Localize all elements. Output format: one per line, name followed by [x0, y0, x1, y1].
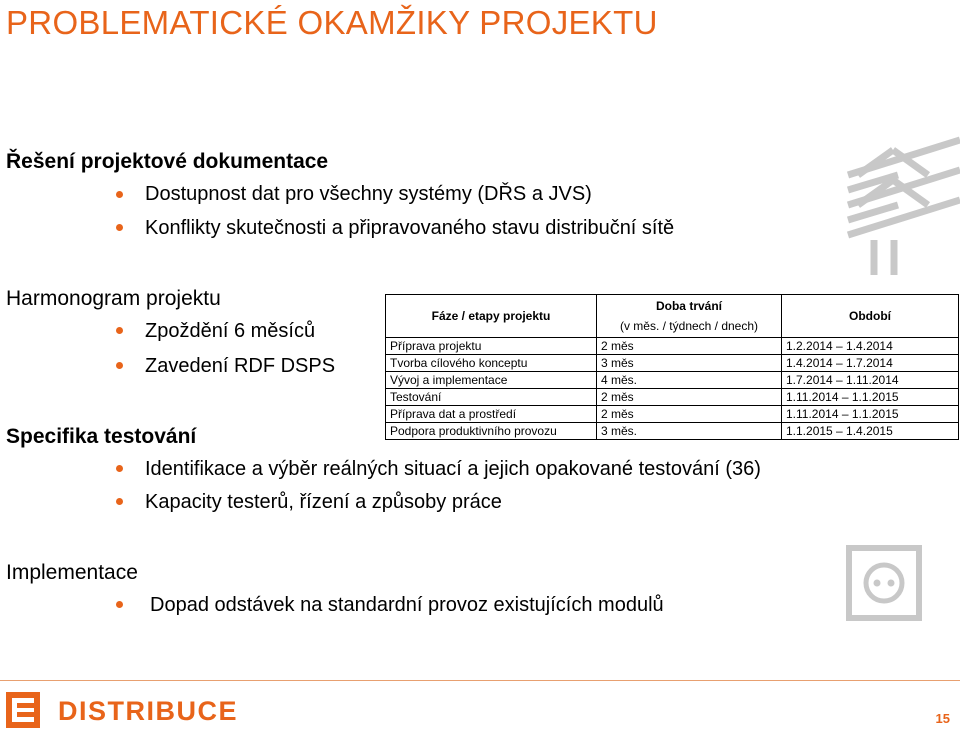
power-pylon-icon	[838, 130, 960, 280]
bullet-text: Dopad odstávek na standardní provoz existujících modulů	[150, 594, 664, 616]
bullet-dot	[116, 498, 123, 505]
header-phase: Fáze / etapy projektu	[386, 295, 597, 338]
cell-phase: Tvorba cílového konceptu	[386, 355, 597, 372]
cell-period: 1.2.2014 – 1.4.2014	[782, 338, 959, 355]
table-row	[386, 355, 959, 372]
cell-phase: Podpora produktivního provozu	[386, 423, 597, 440]
table-row	[386, 389, 959, 406]
footer-divider	[0, 680, 960, 681]
bullet-dot	[116, 362, 123, 369]
table-header-row	[386, 295, 959, 338]
bullet-text: Zavedení RDF DSPS	[145, 355, 336, 377]
cell-period: 1.7.2014 – 1.11.2014	[782, 372, 959, 389]
bullet-dot	[116, 465, 123, 472]
page-number: 15	[935, 711, 950, 726]
bullet-text: Zpoždění 6 měsíců	[145, 320, 316, 342]
header-duration	[597, 295, 782, 338]
header-duration-label: Doba trvání	[655, 299, 722, 313]
bullet-dot	[116, 224, 123, 231]
page-title: PROBLEMATICKÉ OKAMŽIKY PROJEKTU	[6, 4, 658, 41]
bullet-dot	[116, 191, 123, 198]
bullet-dot	[116, 327, 123, 334]
table-row	[386, 406, 959, 423]
table-row	[386, 423, 959, 440]
cell-duration: 4 měs.	[597, 372, 782, 389]
bullet-text: Identifikace a výběr reálných situací a jejich opakované testování (36)	[145, 458, 761, 480]
bullet-text: Konflikty skutečnosti a připravovaného stavu distribuční sítě	[145, 217, 675, 239]
table-row	[386, 372, 959, 389]
section-heading-implementace: Implementace	[6, 561, 138, 584]
cell-phase: Příprava dat a prostředí	[386, 406, 597, 423]
section-heading-harmonogram: Harmonogram projektu	[6, 287, 221, 310]
brand-name: DISTRIBUCE	[58, 696, 239, 726]
cell-period: 1.1.2015 – 1.4.2015	[782, 423, 959, 440]
bullet-text: Dostupnost dat pro všechny systémy (DŘS a JVS)	[145, 183, 592, 205]
cell-duration: 2 měs	[597, 389, 782, 406]
cell-phase: Vývoj a implementace	[386, 372, 597, 389]
table-row	[386, 338, 959, 355]
cell-phase: Příprava projektu	[386, 338, 597, 355]
header-duration-sub: (v měs. / týdnech / dnech)	[619, 319, 759, 333]
cez-logo-icon	[6, 692, 40, 728]
cell-duration: 2 měs	[597, 406, 782, 423]
cell-duration: 2 měs	[597, 338, 782, 355]
cell-duration: 3 měs.	[597, 423, 782, 440]
section-heading-reseni: Řešení projektové dokumentace	[6, 150, 329, 173]
bullet-dot	[116, 601, 123, 608]
header-period: Období	[782, 295, 959, 338]
bullet-text: Kapacity testerů, řízení a způsoby práce	[145, 491, 502, 513]
cell-period: 1.4.2014 – 1.7.2014	[782, 355, 959, 372]
schedule-table	[385, 294, 959, 440]
power-socket-icon	[846, 545, 922, 621]
cell-period: 1.11.2014 – 1.1.2015	[782, 406, 959, 423]
cell-duration: 3 měs	[597, 355, 782, 372]
cell-period: 1.11.2014 – 1.1.2015	[782, 389, 959, 406]
section-heading-specifika: Specifika testování	[6, 425, 197, 448]
cell-phase: Testování	[386, 389, 597, 406]
